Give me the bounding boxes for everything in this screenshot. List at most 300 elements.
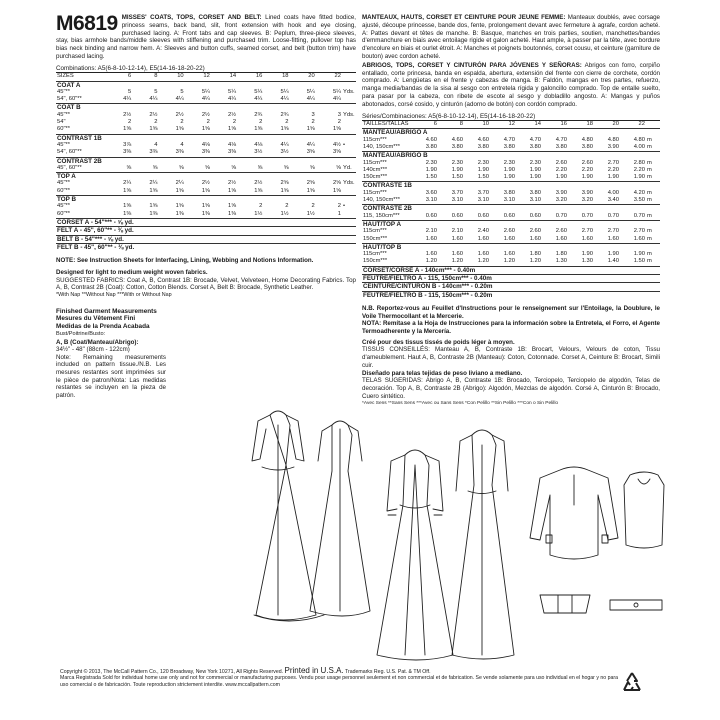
- en-section-row: [56, 134, 356, 142]
- fr-yardage-cell: 4.80: [633, 136, 645, 143]
- en-yardage-cell: 1⅝: [149, 203, 158, 210]
- fr-yardage-cell: 1.40: [607, 258, 619, 265]
- fr-yardage-cell: 3.90: [581, 189, 593, 196]
- en-yardage-cell: 2¼: [123, 180, 132, 187]
- yardage-table-fr: [362, 120, 660, 299]
- en-yardage-cell: 5¼: [306, 88, 315, 95]
- fr-fabric-width: 150cm***: [363, 235, 388, 242]
- fr-yardage-cell: 3.90: [555, 189, 567, 196]
- en-yardage-cell: 1⅝: [201, 203, 210, 210]
- suggested-fabrics: SUGGESTED FABRICS: Coat A, B, Contrast 1B: Brocade, Velvet, Velveteen, Home Decorating Fabrics. Top A, B, Contrast 2B (Coat): Cotton, Cotton Blends. Corset A, Belt B: Brocade, Synthetic Leather.: [56, 276, 356, 292]
- fr-size-header: 18: [568, 121, 594, 129]
- desc-title: MISSES' COATS, TOPS, CORSET AND BELT:: [121, 14, 262, 21]
- fr-section-name: MANTEAU/ABRIGO A: [362, 129, 660, 137]
- english-description: [56, 14, 356, 61]
- en-yardage-cell: 4½: [332, 141, 341, 148]
- en-sizes-row: [56, 73, 356, 81]
- fr-data-row: [362, 236, 660, 244]
- fr-yardage-cell: 1.60: [451, 251, 463, 258]
- fr-yardage-cell: 1.60: [581, 235, 593, 242]
- fr-sizes-label: TAILLES/TALLAS: [362, 121, 412, 129]
- en-yardage-cell: 4¼: [306, 96, 315, 103]
- en-yardage-cell: 2⅝: [332, 180, 341, 187]
- fr-yardage-cell: 4.80: [581, 136, 593, 143]
- fr-yardage-cell: 3.80: [503, 143, 515, 150]
- spanish-description: ABRIGOS, TOPS, CORSET Y CINTURÓN PARA JÓVENES Y SEÑORAS: Abrigos con forro, corpiño entallado, corte princesa, banda en espalda, abertura, extensión del frente con cierre de corchete, cordón comprado. A: Lengüetas en el frente y cabezas de manga. B: Faldón, mangas en tres partes, refuerzo, manga media/bandas de la sisa al sesgo con entretela rígida y galoncillo comprado. Top de entalle suelto, para pasar por la cabeza, con ribete de escote al sesgo y dobladillo angosto. A: Mangas y puños abotonados, corsé cosido, y cinturón (adorno de botón) con cordón comprado.: [362, 61, 660, 108]
- fr-unit-cell: m: [647, 189, 652, 196]
- fr-yardage-cell: 1.60: [607, 235, 619, 242]
- en-yardage-cell: 2: [232, 119, 237, 126]
- fr-section-name: HAUT/TOP A: [362, 220, 660, 228]
- fr-yardage-cell: 2.30: [477, 159, 489, 166]
- fr-data-row: [362, 167, 660, 174]
- fr-yardage-cell: 1.30: [581, 258, 593, 265]
- fr-single-row: [362, 283, 660, 291]
- en-yardage-cell: 2½: [123, 111, 132, 118]
- fr-yardage-cell: 2.60: [581, 159, 593, 166]
- fr-combinations: Séries/Combinaciones: A5(6-8-10-12-14), E5(14-16-18-20-22): [362, 112, 536, 120]
- corset-belt-drawing: [540, 595, 662, 613]
- en-data-row: [56, 180, 356, 187]
- en-yardage-cell: 3⅜: [175, 149, 184, 156]
- fr-yardage-cell: 0.60: [503, 212, 515, 219]
- en-size-header: 8: [132, 73, 158, 81]
- fr-yardage-cell: 2.70: [607, 228, 619, 235]
- en-yardage-cell: 1⅝: [123, 126, 132, 133]
- en-unit-header: [342, 73, 356, 81]
- fr-yardage-cell: 0.60: [477, 212, 489, 219]
- fr-fabric-width: 140, 150cm***: [363, 197, 401, 204]
- fr-yardage-cell: 0.70: [633, 212, 645, 219]
- fr-yardage-cell: 3.10: [477, 197, 489, 204]
- fr-unit-cell: m: [647, 166, 652, 173]
- en-fabric-width: 45", 60"**: [57, 164, 82, 171]
- en-yardage-cell: 2⅝: [306, 180, 315, 187]
- en-yardage-cell: 5¼: [228, 88, 237, 95]
- en-size-header: 14: [211, 73, 237, 81]
- fr-yardage-cell: 2.60: [555, 159, 567, 166]
- en-data-row: [56, 89, 356, 96]
- top-a-drawing: [530, 467, 618, 559]
- en-data-row: [56, 165, 356, 173]
- fr-size-header: 20: [594, 121, 620, 129]
- fr-yardage-cell: 0.60: [425, 212, 437, 219]
- en-yardage-cell: 2: [259, 119, 263, 126]
- en-yardage-cell: 3⅝: [306, 149, 315, 156]
- fr-yardage-cell: 3.80: [503, 189, 515, 196]
- en-unit-cell: •: [343, 141, 346, 148]
- fr-yardage-cell: 1.60: [477, 251, 489, 258]
- en-section-name: CONTRAST 1B: [56, 134, 356, 142]
- fr-data-row: [362, 144, 660, 152]
- fr-yardage-cell: 1.60: [477, 235, 489, 242]
- fr-yardage-cell: 0.70: [581, 212, 593, 219]
- fr-yardage-cell: 4.20: [633, 189, 645, 196]
- coat-b-front-drawing: [377, 450, 453, 660]
- en-data-row: [56, 119, 356, 126]
- fr-data-row: [362, 228, 660, 235]
- en-data-row: [56, 96, 356, 104]
- en-yardage-cell: 4¼: [280, 96, 289, 103]
- en-yardage-cell: 2: [127, 119, 132, 126]
- en-yardage-cell: 1⅝: [149, 187, 158, 194]
- en-unit-cell: [342, 126, 356, 134]
- fr-yardage-cell: 1.60: [503, 235, 515, 242]
- fr-yardage-cell: 3.20: [555, 197, 567, 204]
- en-yardage-cell: 1⅝: [228, 187, 237, 194]
- fr-yardage-cell: 4.60: [425, 136, 437, 143]
- fr-yardage-cell: 4.70: [555, 136, 567, 143]
- fr-yardage-cell: 2.30: [451, 159, 463, 166]
- en-fabric-width: 60"**: [57, 210, 71, 217]
- fr-yardage-cell: 1.20: [451, 258, 463, 265]
- measurements-heading: Finished Garment Measurements Mesures du Vêtement Fini Medidas de la Prenda Acabada: [56, 307, 157, 331]
- en-section-name: TOP B: [56, 196, 356, 204]
- fr-section-name: MANTEAU/ABRIGO B: [362, 152, 660, 160]
- fr-fabric-width: 115cm***: [363, 189, 387, 196]
- en-yardage-cell: 3⅜: [201, 149, 210, 156]
- en-section-row: [56, 104, 356, 112]
- en-yardage-cell: 1⅝: [254, 187, 263, 194]
- en-single-row: [56, 243, 356, 251]
- en-yardage-cell: 3⅞: [123, 141, 132, 148]
- english-notes: [56, 257, 356, 300]
- fr-yardage-cell: 3.80: [477, 143, 489, 150]
- top-b-drawing: [624, 472, 664, 548]
- fr-yardage-cell: 4.60: [477, 136, 489, 143]
- en-unit-cell: [342, 188, 356, 196]
- french-spanish-notes: N.B. Reportez-vous au Feuillet d'Instructions pour le renseignement sur l'Entoilage, la Doublure, le Voile Thermocollant et la Mercerie. NOTA: Remítase a la Hoja de Instrucciones para la información sobre la Entretela, el Forro, el Agente Termoadherente y la Mercería. Créé pour des tissus tissés de poids léger à moyen. TISSUS CONSEILLÉS: Manteau A, B, Contraste 1B: Brocart, Velours, Velours de coton, Tissu d'ameublement. Haut A, B, Contraste 2B (Manteau): Coton, Cotonnade. Corset A, Ceinture B: Brocart, Simili cuir. Diseñado para telas tejidas de peso liviano a mediano. TELAS SUGERIDAS: Abrigo A, B, Contraste 1B: Brocado, Terciopelo, Terciopelo de algodón, Telas de decoración. Top A, B, Contraste 2B (Abrigo): Algodón, Mezclas de algodón. Corsé A, Cinturón B: Brocado, Cuero sintético. *Avec Sens **Sans Sens ***Avec ou Sans Sens *Con Pelillo **Sin Pelillo ***Con o Sin Pelillo: [362, 304, 660, 407]
- en-yardage-cell: 5: [154, 88, 158, 95]
- fr-yardage-cell: 3.20: [581, 197, 593, 204]
- fr-yardage-cell: 4.70: [529, 136, 541, 143]
- en-single-row: [56, 235, 356, 243]
- en-fabric-width: 45"**: [57, 141, 71, 148]
- fr-yardage-cell: 1.60: [425, 251, 437, 258]
- en-yardage-cell: 5: [127, 88, 132, 95]
- en-unit-cell: Yd.: [343, 164, 352, 171]
- fr-yardage-cell: 2.70: [633, 228, 645, 235]
- en-unit-cell: [342, 96, 356, 104]
- fr-yardage-cell: 1.90: [607, 251, 619, 258]
- recycle-icon: [618, 670, 646, 698]
- fr-yardage-cell: 0.60: [529, 212, 541, 219]
- en-yardage-cell: 3⅜: [123, 149, 132, 156]
- en-yardage-cell: 2: [154, 119, 158, 126]
- fr-yardage-cell: 1.90: [529, 174, 541, 181]
- en-yardage-cell: 1: [337, 210, 341, 217]
- fr-fabric-width: 115cm***: [363, 136, 387, 143]
- en-single-item: FELT A - 45", 60"** - ⅜ yd.: [56, 227, 356, 235]
- fr-yardage-cell: 1.80: [555, 251, 567, 258]
- en-yardage-cell: 1⅜: [175, 210, 184, 217]
- measurements-block: Bust/Poitrine/Busto: A, B (Coat/Manteau/Abrigo): 34½" - 48" (88cm - 122cm) Note: Remaining measurements included on pattern tissue./N.B. Les mesures restantes sont imprimées sur le pièce de patron/Nota: Las medidas restantes se incluyen en la pieza de patrón.: [56, 331, 166, 399]
- en-yardage-cell: 4: [180, 141, 184, 148]
- fr-size-header: 12: [490, 121, 516, 129]
- fr-yardage-cell: 1.90: [503, 174, 515, 181]
- fr-yardage-cell: 1.60: [503, 251, 515, 258]
- en-yardage-cell: 5¼: [254, 88, 263, 95]
- fr-unit-cell: m: [647, 212, 652, 219]
- fr-yardage-cell: 2.70: [607, 159, 619, 166]
- en-yardage-cell: 3½: [254, 149, 263, 156]
- fr-yardage-cell: 3.50: [633, 197, 645, 204]
- en-yardage-cell: 5¼: [280, 88, 289, 95]
- fr-section-name: HAUT/TOP B: [362, 243, 660, 251]
- en-yardage-cell: 2½: [201, 111, 210, 118]
- fr-yardage-cell: 2.20: [633, 166, 645, 173]
- fr-yardage-cell: 2.10: [451, 228, 463, 235]
- en-unit-cell: Yds.: [343, 88, 355, 95]
- en-yardage-cell: ⅝: [257, 164, 263, 171]
- fr-size-header: 10: [464, 121, 490, 129]
- en-yardage-cell: 1⅜: [201, 210, 210, 217]
- en-yardage-cell: ⅝: [205, 164, 210, 171]
- en-yardage-cell: 4¼: [254, 96, 263, 103]
- en-yardage-cell: 2¼: [175, 180, 184, 187]
- fr-yardage-cell: 3.80: [581, 143, 593, 150]
- en-fabric-width: 54": [57, 119, 66, 126]
- en-yardage-cell: 2: [311, 119, 315, 126]
- en-yardage-cell: 2: [285, 203, 289, 210]
- designed-for: Designed for light to medium weight woven fabrics.: [56, 268, 208, 276]
- coat-b-back-drawing: [452, 430, 514, 659]
- en-yardage-cell: 1⅝: [175, 126, 184, 133]
- fr-yardage-cell: 3.10: [529, 197, 541, 204]
- fr-yardage-cell: 2.60: [529, 228, 541, 235]
- en-yardage-cell: 2½: [149, 111, 158, 118]
- fr-sizes-row: [362, 121, 660, 129]
- fr-yardage-cell: 2.80: [633, 159, 645, 166]
- en-yardage-cell: 2: [259, 203, 263, 210]
- printed-in: Printed in U.S.A.: [284, 666, 344, 675]
- fr-unit-cell: m: [647, 136, 652, 143]
- en-fabric-width: 45"**: [57, 111, 71, 118]
- en-yardage-cell: 2½: [228, 111, 237, 118]
- en-yardage-cell: 2: [180, 119, 184, 126]
- en-yardage-cell: 3⅝: [332, 149, 341, 156]
- fr-unit-cell: m: [647, 159, 652, 166]
- en-yardage-cell: ⅝: [178, 164, 184, 171]
- en-yardage-cell: ⅝: [283, 164, 289, 171]
- fr-yardage-cell: 1.90: [477, 166, 489, 173]
- fr-data-row: [362, 137, 660, 144]
- fr-data-row: [362, 197, 660, 205]
- en-single-row: [56, 227, 356, 235]
- en-single-item: CORSET A - 54"*** - ⅝ yd.: [56, 218, 356, 226]
- en-yardage-cell: 4¼: [228, 96, 237, 103]
- fr-yardage-cell: 2.10: [425, 228, 437, 235]
- french-description: MANTEAUX, HAUTS, CORSET ET CEINTURE POUR JEUNE FEMME: Manteaux doublés, avec corsage ajusté, découpe princesse, bande dos, fente, prolongement devant avec fermeture à agrafe, cordon acheté. A: Pattes devant et têtes de manche. B: Basque, manches en trois parties, soutien, manchettes/bandes d'emmanchure en biais avec entoilage rigide et galon acheté. Haut ample, à passer par la tête, avec bordure d'encolure en biais et ourlet étroit. A: Manches et poignets boutonnés, corset cousu, et ceinture (garniture de bouton) avec cordon acheté.: [362, 14, 660, 60]
- en-yardage-cell: ⅝: [126, 164, 132, 171]
- en-sizes-label: SIZES: [56, 73, 106, 81]
- fr-unit-header: [646, 121, 660, 129]
- fr-unit-cell: m: [647, 258, 652, 265]
- en-yardage-cell: 4¼: [123, 96, 132, 103]
- fr-yardage-cell: 0.70: [607, 212, 619, 219]
- en-unit-cell: Yds.: [343, 180, 355, 187]
- en-yardage-cell: 1⅝: [201, 187, 210, 194]
- en-yardage-cell: ⅝: [231, 164, 237, 171]
- en-yardage-cell: 4¼: [149, 96, 158, 103]
- fr-yardage-cell: 4.70: [503, 136, 515, 143]
- en-yardage-cell: 2: [311, 203, 315, 210]
- fr-size-header: 8: [438, 121, 464, 129]
- en-yardage-cell: 1⅝: [228, 126, 237, 133]
- fr-yardage-cell: 1.50: [451, 174, 463, 181]
- fr-yardage-cell: 3.80: [451, 143, 463, 150]
- en-fabric-width: 45"**: [57, 88, 71, 95]
- en-yardage-cell: 1⅜: [123, 210, 132, 217]
- en-yardage-cell: 5¼: [332, 88, 341, 95]
- fr-yardage-cell: 1.60: [633, 235, 645, 242]
- fr-single-item: FEUTRE/FIELTRO B - 115, 150cm*** - 0.20m: [362, 291, 660, 299]
- garment-illustrations: [240, 395, 680, 665]
- en-yardage-cell: 4⅛: [228, 141, 237, 148]
- fr-yardage-cell: 1.90: [451, 166, 463, 173]
- en-data-row: [56, 211, 356, 219]
- fr-yardage-cell: 1.90: [555, 174, 567, 181]
- en-yardage-cell: 3⅜: [149, 149, 158, 156]
- en-yardage-cell: 2¾: [254, 111, 263, 118]
- en-section-name: COAT B: [56, 104, 356, 112]
- en-yardage-cell: 2½: [201, 180, 210, 187]
- en-fabric-width: 45"**: [57, 203, 71, 210]
- fr-unit-cell: m: [647, 197, 652, 204]
- desc-body: Lined coats have fitted bodice, princess seams, back band, slit, front extension with hook and eye closing, purchased lacing. A: Front tabs and cap sleeves. B: Peplum, three-piece sleeves, stay, bias armhole bands/middle sleeves with stiffening and purchased trim. Loose-fitting, pullover top has bias neck binding and narrow hem. A: Sleeves and button cuffs, seamed corset, and belt (button trim) have purchased lacing.: [56, 14, 356, 60]
- fr-section-name: CONTRASTE 1B: [362, 182, 660, 190]
- fr-yardage-cell: 3.90: [607, 143, 619, 150]
- en-section-name: TOP A: [56, 173, 356, 181]
- fr-data-row: [362, 251, 660, 258]
- pattern-number: M6819: [56, 12, 118, 35]
- en-single-row: [56, 218, 356, 226]
- fr-section-row: [362, 152, 660, 160]
- fr-yardage-cell: 1.80: [529, 251, 541, 258]
- en-yardage-cell: ⅝: [152, 164, 158, 171]
- en-yardage-cell: 1⅝: [280, 187, 289, 194]
- fr-yardage-cell: 2.40: [477, 228, 489, 235]
- fr-section-row: [362, 220, 660, 228]
- fr-yardage-cell: 1.90: [633, 251, 645, 258]
- fr-yardage-cell: 1.20: [425, 258, 437, 265]
- en-unit-cell: [342, 119, 356, 126]
- fr-fabric-width: 140, 150cm***: [363, 143, 401, 150]
- fr-size-header: 16: [542, 121, 568, 129]
- fr-yardage-cell: 1.20: [503, 258, 515, 265]
- fr-unit-cell: m: [647, 228, 652, 235]
- en-yardage-cell: 3⅜: [228, 149, 237, 156]
- en-data-row: [56, 203, 356, 210]
- en-unit-cell: [342, 149, 356, 157]
- fr-yardage-cell: 4.60: [451, 136, 463, 143]
- fr-single-item: FEUTRE/FIELTRO A - 115, 150cm*** - 0.40m: [362, 275, 660, 283]
- en-yardage-cell: 1⅝: [123, 203, 132, 210]
- en-yardage-cell: 2¼: [149, 180, 158, 187]
- en-fabric-width: 60"**: [57, 187, 71, 194]
- en-yardage-cell: 2: [337, 203, 341, 210]
- en-size-header: 10: [158, 73, 184, 81]
- en-unit-cell: •: [343, 203, 346, 210]
- en-yardage-cell: 2: [285, 119, 289, 126]
- fr-fabric-width: 115cm***: [363, 159, 387, 166]
- right-column: [362, 14, 660, 408]
- fr-single-row: [362, 291, 660, 299]
- en-section-name: COAT A: [56, 81, 356, 89]
- en-yardage-cell: 4¼: [332, 96, 341, 103]
- en-yardage-cell: ⅝: [309, 164, 315, 171]
- fr-yardage-cell: 1.60: [555, 235, 567, 242]
- en-fabric-width: 54", 60"**: [57, 96, 82, 103]
- fr-yardage-cell: 3.80: [529, 143, 541, 150]
- fr-unit-cell: m: [647, 143, 652, 150]
- fr-yardage-cell: 1.90: [425, 166, 437, 173]
- fr-yardage-cell: 1.60: [529, 235, 541, 242]
- en-yardage-cell: 3½: [280, 149, 289, 156]
- fr-yardage-cell: 3.80: [555, 143, 567, 150]
- fr-yardage-cell: 2.70: [581, 228, 593, 235]
- left-column: [56, 14, 356, 399]
- en-yardage-cell: 2¾: [280, 111, 289, 118]
- yardage-table-en: [56, 72, 356, 251]
- en-yardage-cell: 4¼: [201, 96, 210, 103]
- fr-yardage-cell: 2.20: [581, 166, 593, 173]
- fr-yardage-cell: 1.90: [529, 166, 541, 173]
- en-yardage-cell: 1⅜: [228, 210, 237, 217]
- fr-data-row: [362, 213, 660, 221]
- trademarks: Trademarks Reg. U.S. Pat. & TM Off.: [345, 669, 431, 675]
- en-yardage-cell: 1⅝: [201, 126, 210, 133]
- en-size-header: 18: [263, 73, 289, 81]
- en-single-item: FELT B - 45", 60"** - ⅜ yd.: [56, 243, 356, 251]
- fr-data-row: [362, 160, 660, 167]
- fr-single-row: [362, 266, 660, 274]
- fr-fabric-width: 115cm***: [363, 228, 387, 235]
- fr-section-row: [362, 243, 660, 251]
- en-yardage-cell: 1⅝: [175, 203, 184, 210]
- en-fabric-width: 45"**: [57, 180, 71, 187]
- fr-section-name: CONTRASTE 2B: [362, 205, 660, 213]
- fr-section-row: [362, 182, 660, 190]
- coat-a-back-drawing: [310, 421, 370, 616]
- fr-size-header: 6: [412, 121, 438, 129]
- en-yardage-cell: 2½: [228, 180, 237, 187]
- fr-fabric-width: 115cm***: [363, 251, 387, 258]
- en-size-header: 16: [237, 73, 263, 81]
- en-data-row: [56, 126, 356, 134]
- en-yardage-cell: 1⅝: [254, 126, 263, 133]
- en-yardage-cell: 2½: [254, 180, 263, 187]
- en-unit-cell: Yds.: [343, 111, 355, 118]
- en-section-name: CONTRAST 2B: [56, 157, 356, 165]
- fr-yardage-cell: 3.70: [451, 189, 463, 196]
- en-fabric-width: 54", 60"**: [57, 149, 82, 156]
- fr-yardage-cell: 1.50: [633, 258, 645, 265]
- en-yardage-cell: 5: [180, 88, 184, 95]
- fr-section-row: [362, 129, 660, 137]
- fr-yardage-cell: 1.20: [529, 258, 541, 265]
- fr-yardage-cell: 2.20: [555, 166, 567, 173]
- fr-yardage-cell: 3.40: [607, 197, 619, 204]
- usage-notice: Marca Registrada Sold for individual home use only and not for commercial or manufacturing purposes. Vendu pour usage personnel seulement et non commercial et de fabrication. Se vende solamente para uso individual en el hogar y no para uso comercial o de fabricación. Toute reproduction strictement interdite. www.mccallpattern.com: [60, 675, 618, 688]
- fr-yardage-cell: 1.30: [555, 258, 567, 265]
- fr-unit-cell: m: [647, 251, 652, 258]
- fr-fabric-width: 150cm***: [363, 258, 388, 265]
- en-yardage-cell: 1⅝: [306, 187, 315, 194]
- en-data-row: [56, 142, 356, 149]
- fr-single-row: [362, 275, 660, 283]
- combinations: Combinations: A5(6-8-10-12-14), E5(14-16-18-20-22): [56, 64, 205, 72]
